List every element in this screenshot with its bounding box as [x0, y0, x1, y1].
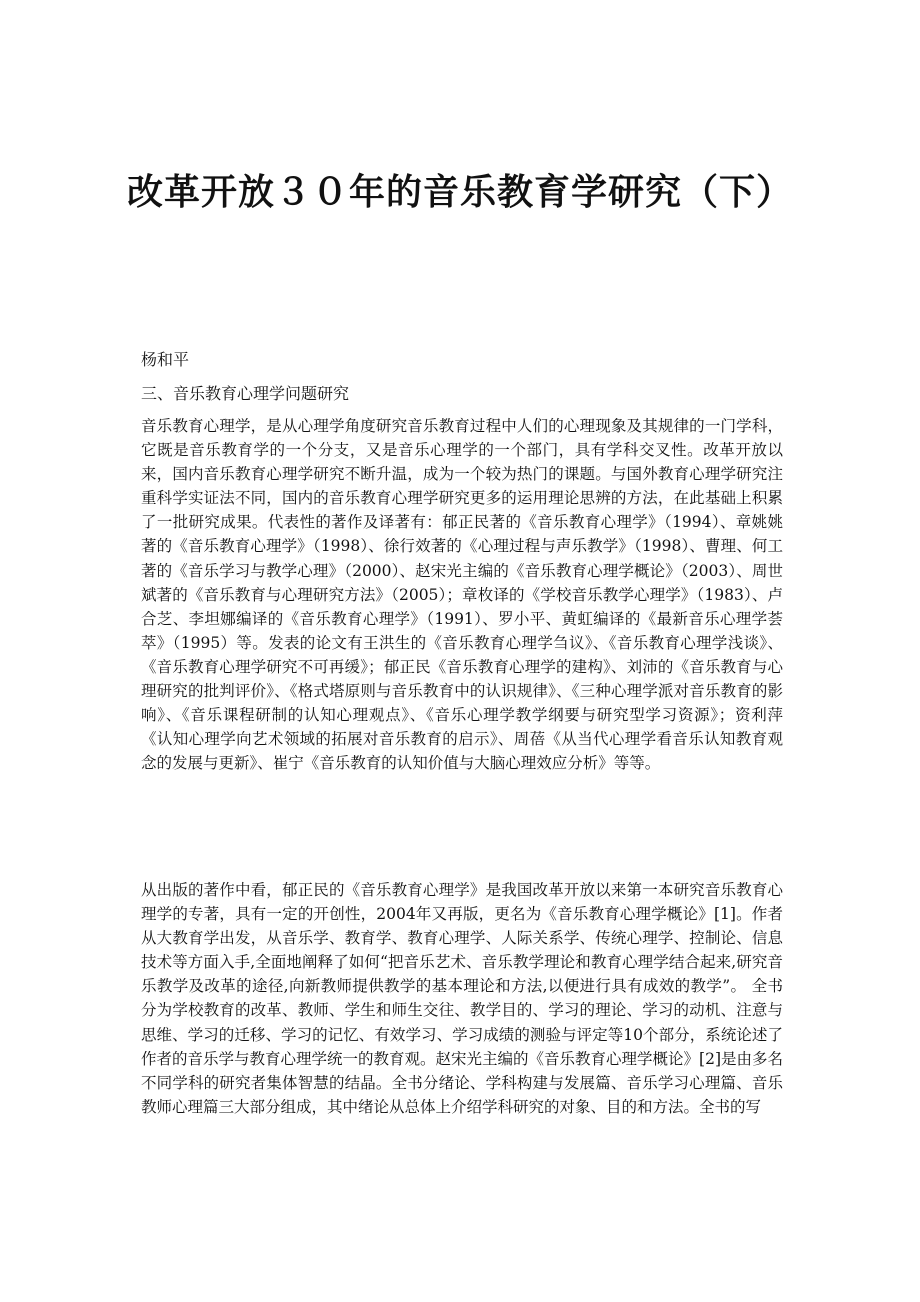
body-paragraph: 音乐教育心理学，是从心理学角度研究音乐教育过程中人们的心理现象及其规律的一门学科，它既是音乐教育学的一个分支，又是音乐心理学的一个部门，具有学科交叉性。改革开放以来，国内音乐教育心理学研究不断升温，成为一个较为热门的课题。与国外教育心理学研究注重科学实证法不同，国内的音乐教育心理学研究更多的运用理论思辨的方法，在此基础上积累了一批研究成果。代表性的著作及译著有：郁正民著的《音乐教育心理学》（1994）、章姚姚著的《音乐教育心理学》（1998）、徐行效著的《心理过程与声乐教学》（1998）、曹理、何工著的《音乐学习与教学心理》（2000）、赵宋光主编的《音乐教育心理学概论》（2003）、周世斌著的《音乐教育与心理研究方法》（2005）；章枚译的《学校音乐教学心理学》（1983）、卢合芝、李坦娜编译的《音乐教育心理学》（1991）、罗小平、黄虹编译的《最新音乐心理学荟萃》（1995）等。发表的论文有王洪生的《音乐教育心理学刍议》、《音乐教育心理学浅谈》、《音乐教育心理学研究不可再缓》；郁正民《音乐教育心理学的建构》、刘沛的《音乐教育与心理研究的批判评价》、《格式塔原则与音乐教育中的认识规律》、《三种心理学派对音乐教育的影响》、《音乐课程研制的认知心理观点》、《音乐心理学教学纲要与研究型学习资源》；资利萍《认知心理学向艺术领域的拓展对音乐教育的启示》、周蓓《从当代心理学看音乐认知教育观念的发展与更新》、崔宁《音乐教育的认知价值与大脑心理效应分析》等等。: [141, 417, 783, 773]
author-name: 杨和平: [141, 350, 190, 369]
section-heading: 三、音乐教育心理学问题研究: [141, 384, 350, 403]
document-title: 改革开放３０年的音乐教育学研究（下）: [126, 171, 793, 213]
body-paragraph: 从出版的著作中看，郁正民的《音乐教育心理学》是我国改革开放以来第一本研究音乐教育心理学的专著，具有一定的开创性，2004年又再版，更名为《音乐教育心理学概论》[1]。作者从大教育学出发，从音乐学、教育学、教育心理学、人际关系学、传统心理学、控制论、信息技术等方面入手,全面地阐释了如何“把音乐艺术、音乐教学理论和教育心理学结合起来,研究音乐教学及改革的途径,向新教师提供教学的基本理论和方法,以便进行具有成效的教学”。 全书分为学校教育的改革、教师、学生和师生交往、教学目的、学习的理论、学习的动机、注意与思维、学习的迁移、学习的记忆、有效学习、学习成绩的测验与评定等10个部分，系统论述了作者的音乐学与教育心理学统一的教育观。赵宋光主编的《音乐教育心理学概论》[2]是由多名不同学科的研究者集体智慧的结晶。全书分绪论、学科构建与发展篇、音乐学习心理篇、音乐教师心理篇三大部分组成，其中绪论从总体上介绍学科研究的对象、目的和方法。全书的写: [141, 881, 783, 1116]
